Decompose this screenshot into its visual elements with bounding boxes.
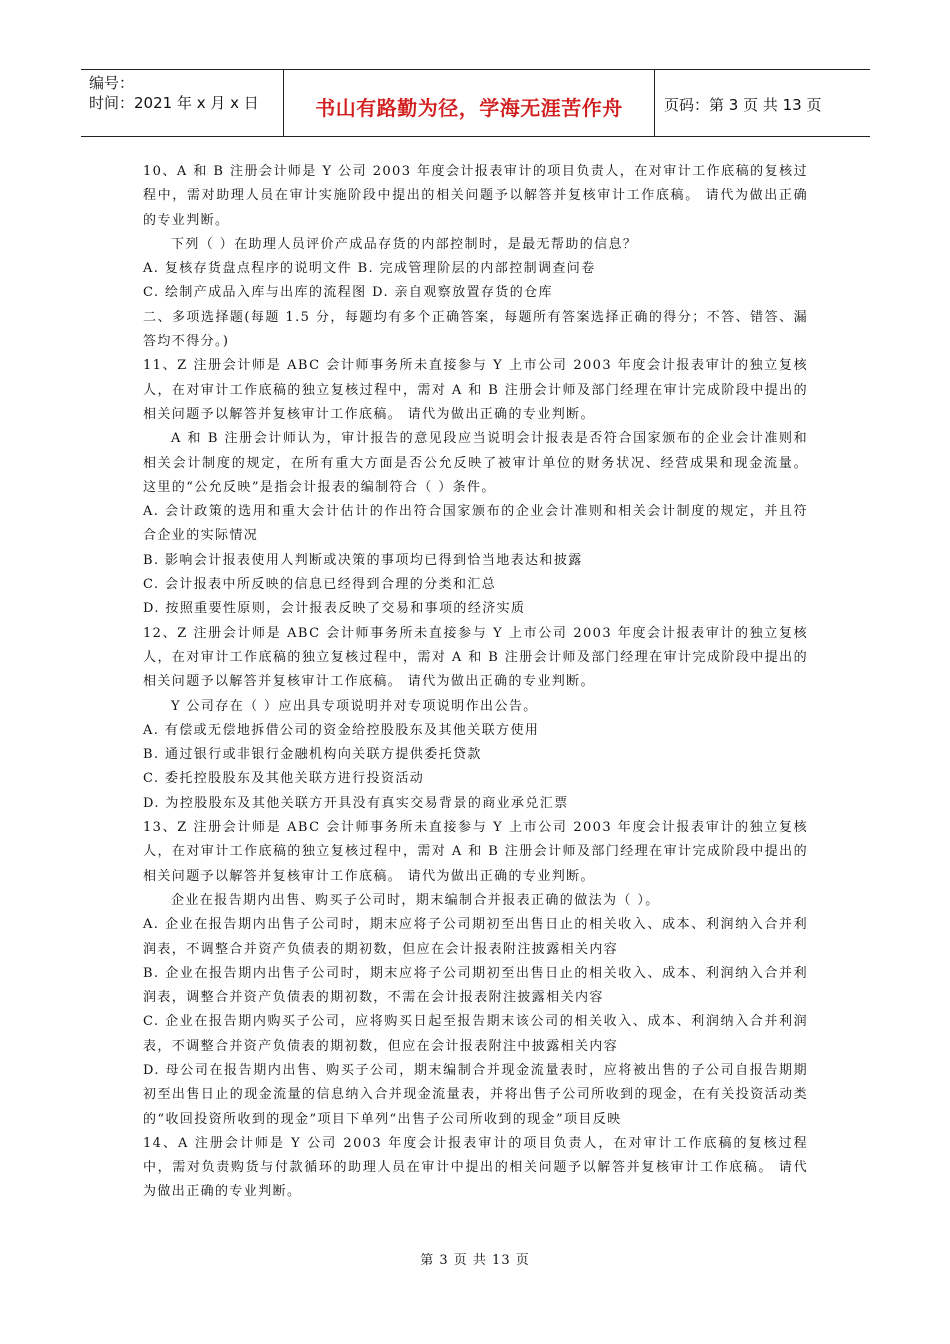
paragraph: C. 企业在报告期内购买子公司，应将购买日起至报告期末该公司的相关收入、成本、利润纳入合并利润表，不调整合并资产负债表的期初数，但应在会计报表附注中披露相关内容 <box>143 1014 808 1054</box>
paragraph: Y 公司存在（ ）应出具专项说明并对专项说明作出公告。 <box>171 698 538 714</box>
paragraph: 二、多项选择题(每题 1.5 分，每题均有多个正确答案，每题所有答案选择正确的得分；不答、错答、漏答均不得分。) <box>143 309 808 350</box>
header-left-cell <box>81 70 284 136</box>
document-date: 时间：2021 年 x 月 x 日 <box>89 94 259 112</box>
paragraph: A. 复核存货盘点程序的说明文件 B. 完成管理阶层的内部控制调查问卷 <box>143 261 596 277</box>
paragraph: A. 会计政策的选用和重大会计估计的作出符合国家颁布的企业会计准则和相关会计制度的规定，并且符合企业的实际情况 <box>143 504 808 544</box>
paragraph: D. 按照重要性原则，会计报表反映了交易和事项的经济实质 <box>143 601 526 617</box>
header-center-cell <box>284 70 655 136</box>
paragraph: 10、A 和 B 注册会计师是 Y 公司 2003 年度会计报表审计的项目负责人，在对审计工作底稿的复核过程中，需对助理人员在审计实施阶段中提出的相关问题予以解答并复核审计工作底稿。 请代为做出正确的专业判断。 <box>143 164 808 228</box>
document-code-label: 编号： <box>89 74 135 92</box>
paragraph: 11、Z 注册会计师是 ABC 会计师事务所未直接参与 Y 上市公司 2003 年度会计报表审计的独立复核人，在对审计工作底稿的独立复核过程中，需对 A 和 B 注册会计师及部门经理在审计完成阶段中提出的相关问题予以解答并复核审计工作底稿。 请代为做出正确的专业判断。 <box>143 358 808 422</box>
paragraph: C. 绘制产成品入库与出库的流程图 D. 亲自观察放置存货的仓库 <box>143 285 553 301</box>
paragraph: 企业在报告期内出售、购买子公司时，期末编制合并报表正确的做法为（ ）。 <box>171 892 660 908</box>
paragraph: 12、Z 注册会计师是 ABC 会计师事务所未直接参与 Y 上市公司 2003 年度会计报表审计的独立复核人，在对审计工作底稿的独立复核过程中，需对 A 和 B 注册会计师及部门经理在审计完成阶段中提出的相关问题予以解答并复核审计工作底稿。 请代为做出正确的专业判断。 <box>143 625 808 690</box>
paragraph: D. 为控股股东及其他关联方开具没有真实交易背景的商业承兑汇票 <box>143 795 569 811</box>
paragraph: C. 会计报表中所反映的信息已经得到合理的分类和汇总 <box>143 577 497 593</box>
paragraph: B. 通过银行或非银行金融机构向关联方提供委托贷款 <box>143 747 482 763</box>
paragraph: D. 母公司在报告期内出售、购买子公司，期末编制合并现金流量表时，应将被出售的子公司自报告期期初至出售日止的现金流量的信息纳入合并现金流量表，并将出售子公司所收到的现金，在有关投资活动类的“收回投资所收到的现金”项目下单列“出售子公司所收到的现金”项目反映 <box>143 1062 808 1127</box>
paragraph: A. 企业在报告期内出售子公司时，期末应将子公司期初至出售日止的相关收入、成本、利润纳入合并利润表，不调整合并资产负债表的期初数，但应在会计报表附注披露相关内容 <box>143 917 808 957</box>
paragraph: 13、Z 注册会计师是 ABC 会计师事务所未直接参与 Y 上市公司 2003 年度会计报表审计的独立复核人，在对审计工作底稿的独立复核过程中，需对 A 和 B 注册会计师及部门经理在审计完成阶段中提出的相关问题予以解答并复核审计工作底稿。 请代为做出正确的专业判断。 <box>143 820 808 884</box>
paragraph: 14、A 注册会计师是 Y 公司 2003 年度会计报表审计的项目负责人，在对审计工作底稿的复核过程中，需对负责购货与付款循环的助理人员在审计中提出的相关问题予以解答并复核审计工作底稿。 请代为做出正确的专业判断。 <box>143 1135 808 1200</box>
paragraph: A 和 B 注册会计师认为，审计报告的意见段应当说明会计报表是否符合国家颁布的企业会计准则和相关会计制度的规定，在所有重大方面是否公允反映了被审计单位的财务状况、经营成果和现金流量。 这里的“公允反映”是指会计报表的编制符合（ ）条件。 <box>143 431 808 495</box>
paragraph: B. 企业在报告期内出售子公司时，期末应将子公司期初至出售日止的相关收入、成本、利润纳入合并利润表，调整合并资产负债表的期初数，不需在会计报表附注披露相关内容 <box>143 965 808 1006</box>
document-body <box>143 160 808 1205</box>
header-motto: 书山有路勤为径，学海无涯苦作舟 <box>315 96 623 120</box>
page-footer: 第 3 页 共 13 页 <box>420 1253 530 1268</box>
page-header <box>81 69 870 137</box>
paragraph: B. 影响会计报表使用人判断或决策的事项均已得到恰当地表达和披露 <box>143 552 583 568</box>
header-page-code: 页码：第 3 页 共 13 页 <box>664 96 822 114</box>
paragraph: C. 委托控股股东及其他关联方进行投资活动 <box>143 771 425 787</box>
header-right-cell <box>655 70 869 136</box>
paragraph: 下列（ ）在助理人员评价产成品存货的内部控制时，是最无帮助的信息？ <box>171 236 638 252</box>
paragraph: A. 有偿或无偿地拆借公司的资金给控股股东及其他关联方使用 <box>143 722 540 738</box>
